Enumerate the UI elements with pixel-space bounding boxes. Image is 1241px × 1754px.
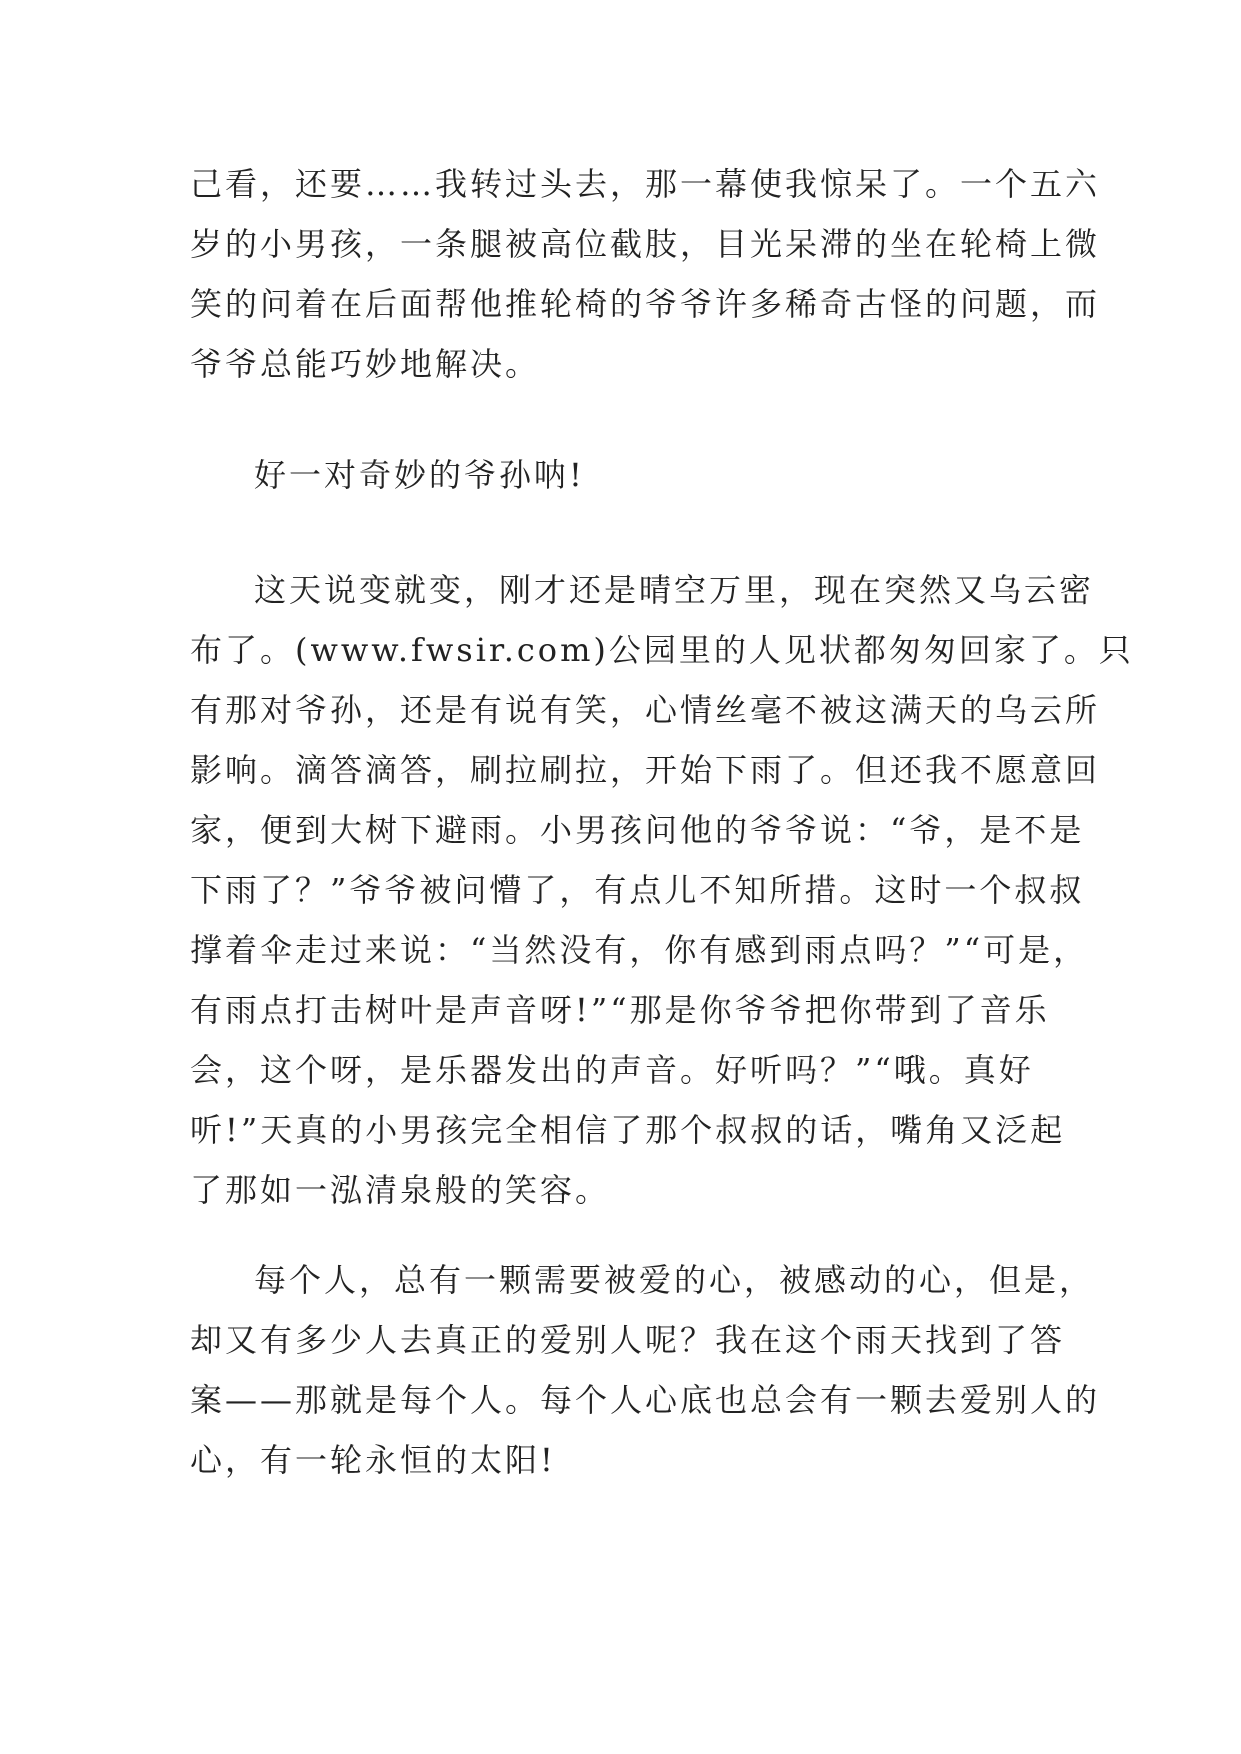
paragraph-line: 岁的小男孩，一条腿被高位截肢，目光呆滞的坐在轮椅上微 xyxy=(190,225,1101,263)
paragraph-line: 有那对爷孙，还是有说有笑，心情丝毫不被这满天的乌云所 xyxy=(190,691,1101,729)
paragraph-line: 会，这个呀，是乐器发出的声音。好听吗？”“哦。真好 xyxy=(190,1051,1034,1089)
paragraph-continuation xyxy=(190,154,1101,394)
paragraph-exclamation xyxy=(190,445,1070,505)
paragraph-line: 了那如一泓清泉般的笑容。 xyxy=(190,1171,611,1209)
paragraph-line: 案——那就是每个人。每个人心底也总会有一颗去爱别人的 xyxy=(190,1381,1101,1419)
paragraph-conclusion xyxy=(190,1250,1101,1490)
paragraph-line: 下雨了？”爷爷被问懵了，有点儿不知所措。这时一个叔叔 xyxy=(190,871,1085,909)
paragraph-line: 爷爷总能巧妙地解决。 xyxy=(190,345,541,383)
paragraph-line: 笑的问着在后面帮他推轮椅的爷爷许多稀奇古怪的问题，而 xyxy=(190,285,1101,323)
paragraph-line: 听!”天真的小男孩完全相信了那个叔叔的话，嘴角又泛起 xyxy=(190,1111,1066,1149)
paragraph-line: 影响。滴答滴答，刷拉刷拉，开始下雨了。但还我不愿意回 xyxy=(190,751,1101,789)
paragraph-line: 撑着伞走过来说：“当然没有，你有感到雨点吗？”“可是， xyxy=(190,931,1089,969)
paragraph-line: 这天说变就变，刚才还是晴空万里，现在突然又乌云密 xyxy=(254,571,1095,609)
paragraph-line: 己看，还要……我转过头去，那一幕使我惊呆了。一个五六 xyxy=(190,165,1101,203)
paragraph-rain-story xyxy=(190,560,1134,1220)
paragraph-line: 却又有多少人去真正的爱别人呢？我在这个雨天找到了答 xyxy=(190,1321,1066,1359)
paragraph-line: 家，便到大树下避雨。小男孩问他的爷爷说：“爷，是不是 xyxy=(190,811,1085,849)
paragraph-line: 心，有一轮永恒的太阳! xyxy=(190,1441,556,1479)
paragraph-line: 每个人，总有一颗需要被爱的心，被感动的心，但是， xyxy=(254,1261,1095,1299)
paragraph-line: 有雨点打击树叶是声音呀!”“那是你爷爷把你带到了音乐 xyxy=(190,991,1050,1029)
paragraph-line: 好一对奇妙的爷孙呐! xyxy=(254,456,585,494)
paragraph-line: 布了。(www.fwsir.com)公园里的人见状都匆匆回家了。只 xyxy=(190,631,1134,669)
